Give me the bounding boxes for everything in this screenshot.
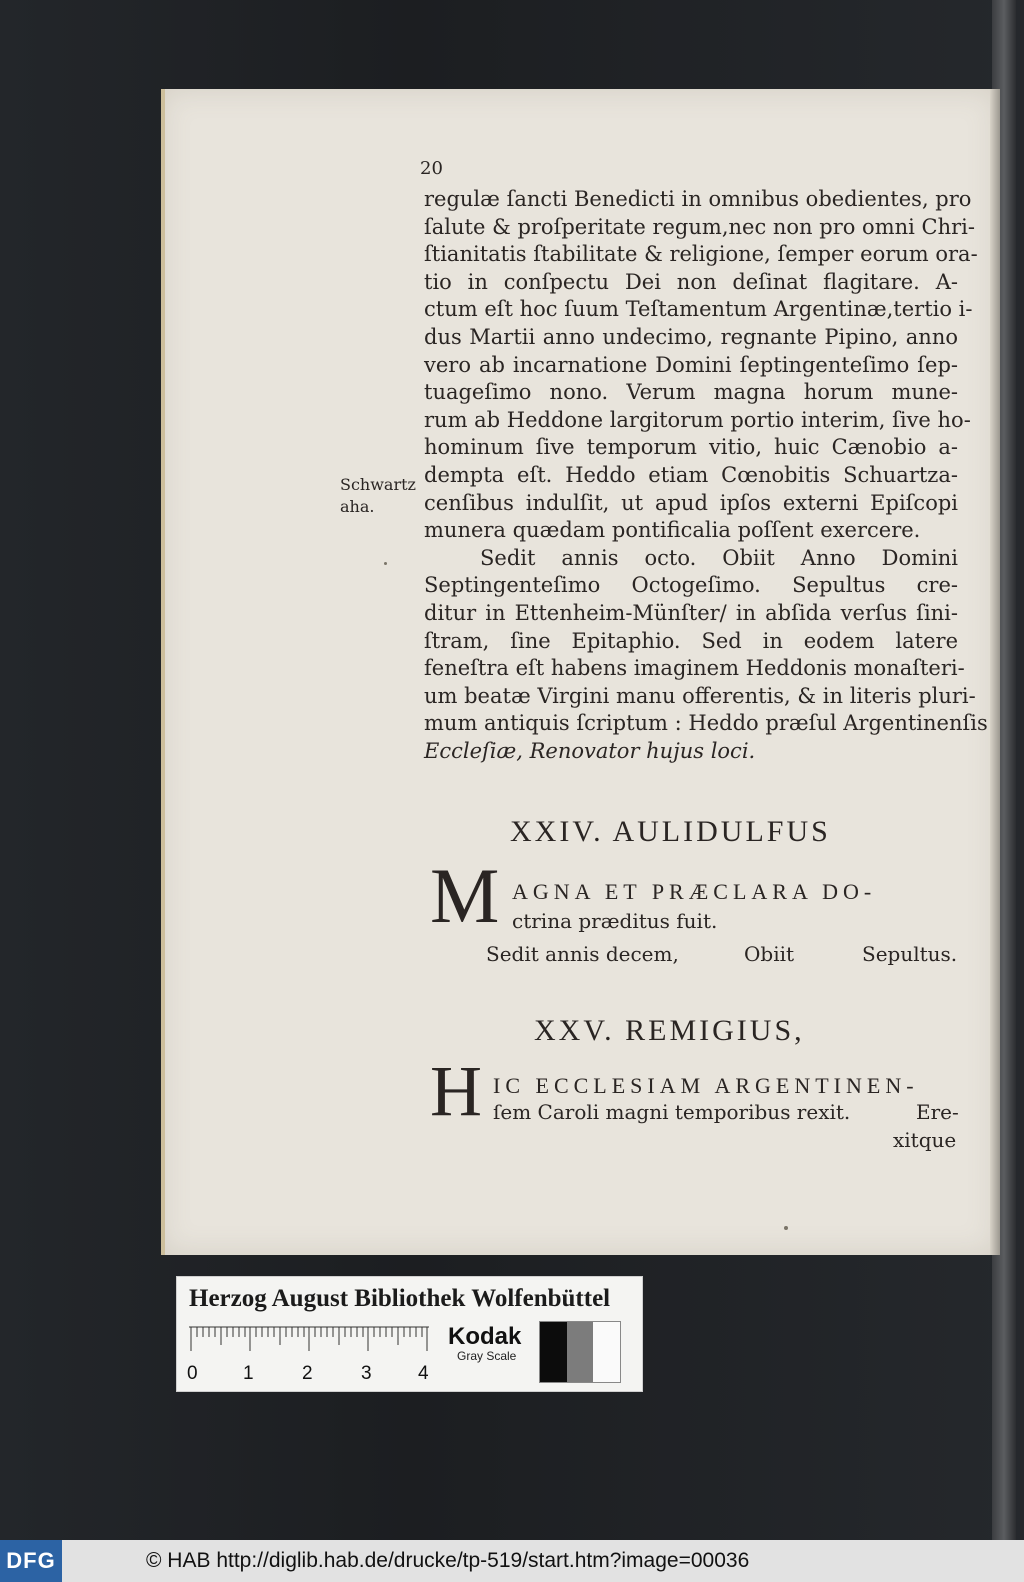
text-line-italic: Eccleſiæ, Renovator hujus loci.: [424, 738, 756, 763]
text-line: ſem Caroli magni temporibus rexit.: [493, 1100, 851, 1124]
main-text-block: [424, 186, 988, 765]
kodak-logo: Kodak: [448, 1323, 522, 1350]
ruler-number: 3: [361, 1363, 372, 1384]
text-line: ſalute & proſperitate regum,nec non pro omni Chri-: [424, 214, 975, 239]
page-left-edge: [161, 89, 165, 1255]
library-name: Herzog August Bibliothek Wolfenbüttel: [189, 1285, 611, 1312]
text-line: rum ab Heddone largitorum portio interim, ſive ho-: [424, 407, 971, 432]
ruler-number: 2: [302, 1363, 313, 1384]
text-line: Sedit annis octo. Obiit Anno Domini: [480, 545, 958, 570]
text-line: tuageſimo nono. Verum magna horum mune-: [424, 380, 958, 405]
section-heading: XXV. REMIGIUS,: [534, 1014, 805, 1047]
paper-speck: [384, 562, 387, 565]
library-color-card: [176, 1276, 643, 1392]
paper-speck: [784, 1226, 788, 1230]
gray-scale-swatches: [539, 1321, 621, 1383]
section-heading: XXIV. AULIDULFUS: [510, 815, 831, 848]
ruler-number: 4: [418, 1363, 429, 1384]
small-caps-line: AGNA ET PRÆCLARA DO-: [512, 879, 877, 904]
text-line: ctum eſt hoc ſuum Teſtamentum Argentinæ,tertio i-: [424, 297, 973, 322]
text-line: dempta eſt. Heddo etiam Cœnobitis Schuartza-: [424, 462, 958, 487]
footer-credit-link[interactable]: © HAB http://diglib.hab.de/drucke/tp-519/start.htm?image=00036: [146, 1549, 750, 1572]
text-line: ſtianitatis ſtabilitate & religione, ſemper eorum ora-: [424, 242, 978, 267]
page-number: 20: [420, 158, 443, 179]
text-line: munera quædam pontificalia poſſent exercere.: [424, 518, 921, 543]
catchword: xitque: [893, 1128, 957, 1152]
ruler-number: 1: [243, 1363, 254, 1384]
swatch-gray: [567, 1322, 594, 1382]
text-line: mum antiquis ſcriptum : Heddo præſul Argentinenſis: [424, 711, 988, 736]
text-line: feneſtra eſt habens imaginem Heddonis monaſteri-: [424, 656, 965, 681]
text-line: ſtram, ſine Epitaphio. Sed in eodem latere: [424, 628, 958, 653]
dfg-logo[interactable]: DFG: [0, 1540, 62, 1582]
margin-note-line: Schwartz: [340, 475, 416, 494]
drop-capital: M: [430, 852, 500, 939]
text-line: ctrina præditus fuit.: [512, 909, 718, 933]
kodak-subtitle: Gray Scale: [457, 1349, 517, 1363]
text-line: dus Martii anno undecimo, regnante Pipino, anno: [424, 324, 958, 349]
ruler-icon: [189, 1325, 439, 1355]
text-line: cenſibus indulſit, ut apud ipſos externi Epiſcopi: [424, 490, 958, 515]
text-line: Septingenteſimo Octogeſimo. Sepultus cre-: [424, 573, 958, 598]
text-line: hominum ſive temporum vitio, huic Cænobio a-: [424, 435, 958, 460]
text-line: ditur in Ettenheim-Münſter/ in abſida verſus ſini-: [424, 600, 958, 625]
margin-note-line: aha.: [340, 497, 375, 516]
text-line: Ere-: [916, 1100, 959, 1124]
text-line: regulæ ſancti Benedicti in omnibus obedientes, pro: [424, 187, 972, 211]
small-caps-line: IC ECCLESIAM ARGENTINEN-: [493, 1073, 919, 1098]
text-line: Sepultus.: [862, 942, 958, 966]
text-line: tio in conſpectu Dei non deſinat flagitare. A-: [424, 269, 958, 294]
margin-note: [340, 474, 416, 518]
ruler-number: 0: [187, 1363, 198, 1384]
page-right-edge: [990, 89, 1000, 1255]
text-line: vero ab incarnatione Domini ſeptingenteſimo ſep-: [424, 352, 958, 377]
drop-capital: H: [430, 1051, 482, 1131]
swatch-white: [593, 1322, 620, 1382]
text-line: um beatæ Virgini manu offerentis, & in literis pluri-: [424, 683, 976, 708]
swatch-black: [540, 1322, 567, 1382]
text-line: Obiit: [744, 942, 795, 966]
footer-bar: [0, 1540, 1024, 1582]
text-line: Sedit annis decem,: [486, 942, 679, 966]
